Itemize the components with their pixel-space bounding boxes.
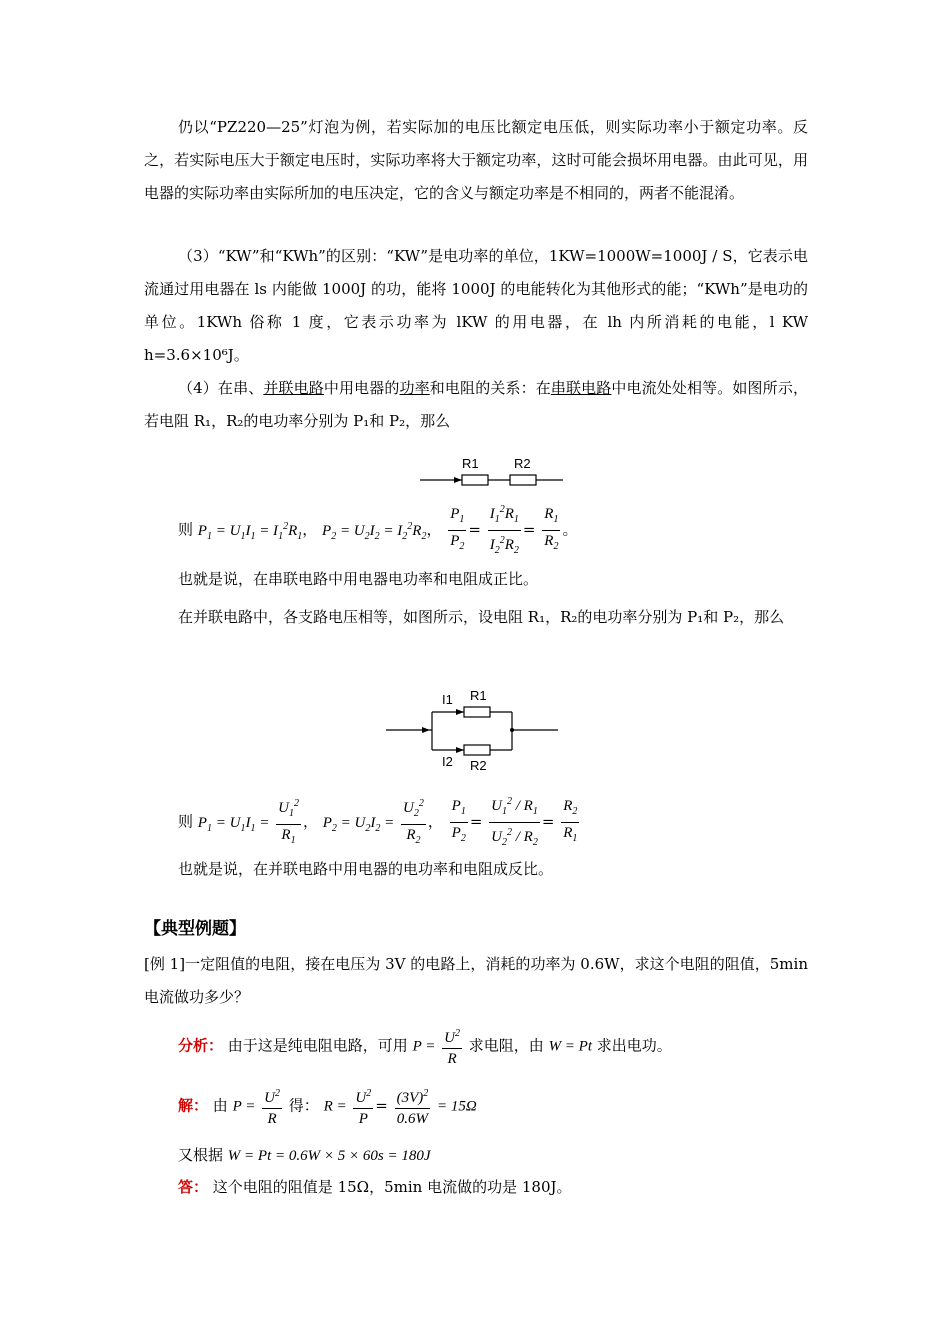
series-conclusion: 也就是说，在串联电路中用电器电功率和电阻成正比。 bbox=[178, 570, 539, 588]
label-r1: R1 bbox=[462, 456, 479, 471]
resistor-r1 bbox=[462, 475, 488, 485]
link-series-circuit[interactable]: 串联电路 bbox=[550, 379, 612, 397]
text: 由于这是纯电阻电路，可用 bbox=[227, 1036, 408, 1055]
solution-label: 解： bbox=[178, 1096, 209, 1115]
formula-prefix: 则 bbox=[178, 520, 194, 539]
text: 求电阻，由 bbox=[468, 1036, 544, 1055]
link-parallel-circuit[interactable]: 并联电路 bbox=[263, 379, 324, 397]
paragraph-series-intro bbox=[144, 372, 808, 438]
text: （4）在串、 bbox=[178, 379, 264, 397]
series-formula: 则 $P_1 = U_1I_1 = I_1^2R_1$， $P_2 = U_2I_2 = I_2^2R_2$， $\frac{P_1}{P_2}$ = $\frac{I_1^2R_1}{I_2^2R_2}$ = $\frac{R_1}{R_2}$ 。 bbox=[178, 500, 577, 561]
resistor-r2 bbox=[464, 745, 490, 755]
paragraph-kw-kwh: （3）“KW”和“KWh”的区别：“KW”是电功率的单位，1KW=1000W=1000J / S，它表示电流通过用电器在 ls 内能做 1000J 的功，能将 1000J 的电能转化为其他形式的能；“KWh”是电功的单位。1KWh 俗称 1 度，它表示功率为 lKW 的用电器，在 lh 内所消耗的电能，l KW h=3.6×10⁶J。 bbox=[144, 247, 808, 364]
analysis-line: 分析： 由于这是纯电阻电路，可用 P = $\frac{U^2}{R}$ 求电阻，由 W = Pt 求出电功。 bbox=[178, 1024, 672, 1069]
label-r2: R2 bbox=[514, 456, 531, 471]
label-r1: R1 bbox=[470, 688, 487, 703]
solution-line: 解： 由 P = $\frac{U^2}{R}$ 得： R = $\frac{U^2}{P}$ = $\frac{(3V)^2}{0.6W}$ = 15Ω bbox=[178, 1084, 477, 1129]
label-i2: I2 bbox=[442, 754, 453, 769]
text: 和电阻的关系：在 bbox=[429, 379, 551, 397]
text: 这个电阻的阻值是 15Ω，5min 电流做的功是 180J。 bbox=[212, 1178, 572, 1196]
link-power[interactable]: 功率 bbox=[399, 379, 430, 397]
text: 中用电器的 bbox=[323, 379, 400, 397]
answer-label: 答： bbox=[178, 1178, 209, 1196]
example-1: [例 1]一定阻值的电阻，接在电压为 3V 的电路上，消耗的功率为 0.6W，求这个电阻的阻值，5min 电流做功多少？ bbox=[144, 955, 808, 1006]
text: 又根据 bbox=[178, 1146, 224, 1164]
label-r2: R2 bbox=[470, 758, 487, 773]
paragraph-rated-power: 仍以“PZ220—25”灯泡为例，若实际加的电压比额定电压低，则实际功率小于额定功率。反之，若实际电压大于额定电压时，实际功率将大于额定功率，这时可能会损坏用电器。由此可见，用电器的实际功率由实际所加的电压决定，它的含义与额定功率是不相同的，两者不能混淆。 bbox=[144, 118, 808, 202]
label-i1: I1 bbox=[442, 692, 453, 707]
series-circuit-diagram bbox=[418, 452, 568, 492]
resistor-r2 bbox=[510, 475, 536, 485]
section-heading: 【典型例题】 bbox=[144, 919, 246, 939]
work-line: 又根据 W = Pt = 0.6W × 5 × 60s = 180J bbox=[178, 1146, 431, 1164]
answer-line bbox=[178, 1176, 572, 1197]
parallel-circuit-diagram bbox=[384, 680, 564, 780]
text: 求出电功。 bbox=[596, 1036, 672, 1055]
paragraph-parallel-intro: 在并联电路中，各支路电压相等，如图所示，设电阻 R₁，R₂的电功率分别为 P₁和 P₂，那么 bbox=[178, 608, 785, 626]
analysis-label: 分析： bbox=[178, 1036, 224, 1055]
parallel-conclusion: 也就是说，在并联电路中用电器的电功率和电阻成反比。 bbox=[178, 860, 554, 878]
text: 中电流处处相等。如图所示，若电阻 R₁，R₂的电功率分别为 P₁和 P₂，那么 bbox=[144, 379, 808, 430]
formula-prefix: 则 bbox=[178, 812, 194, 831]
text: 由 bbox=[212, 1096, 228, 1115]
resistor-r1 bbox=[464, 707, 490, 717]
text: 得： bbox=[288, 1096, 319, 1115]
parallel-formula: 则 $P_1 = U_1I_1$ = $\frac{U_1^2}{R_1}$ ， $P_2 = U_2I_2$ = $\frac{U_2^2}{R_2}$ ， $\frac{P_1}{P_2}$ = $\frac{U_1^2 / R_1}{U_2^2 / R_2}$ = $\frac{R_2}{R_1}$ bbox=[178, 792, 581, 853]
